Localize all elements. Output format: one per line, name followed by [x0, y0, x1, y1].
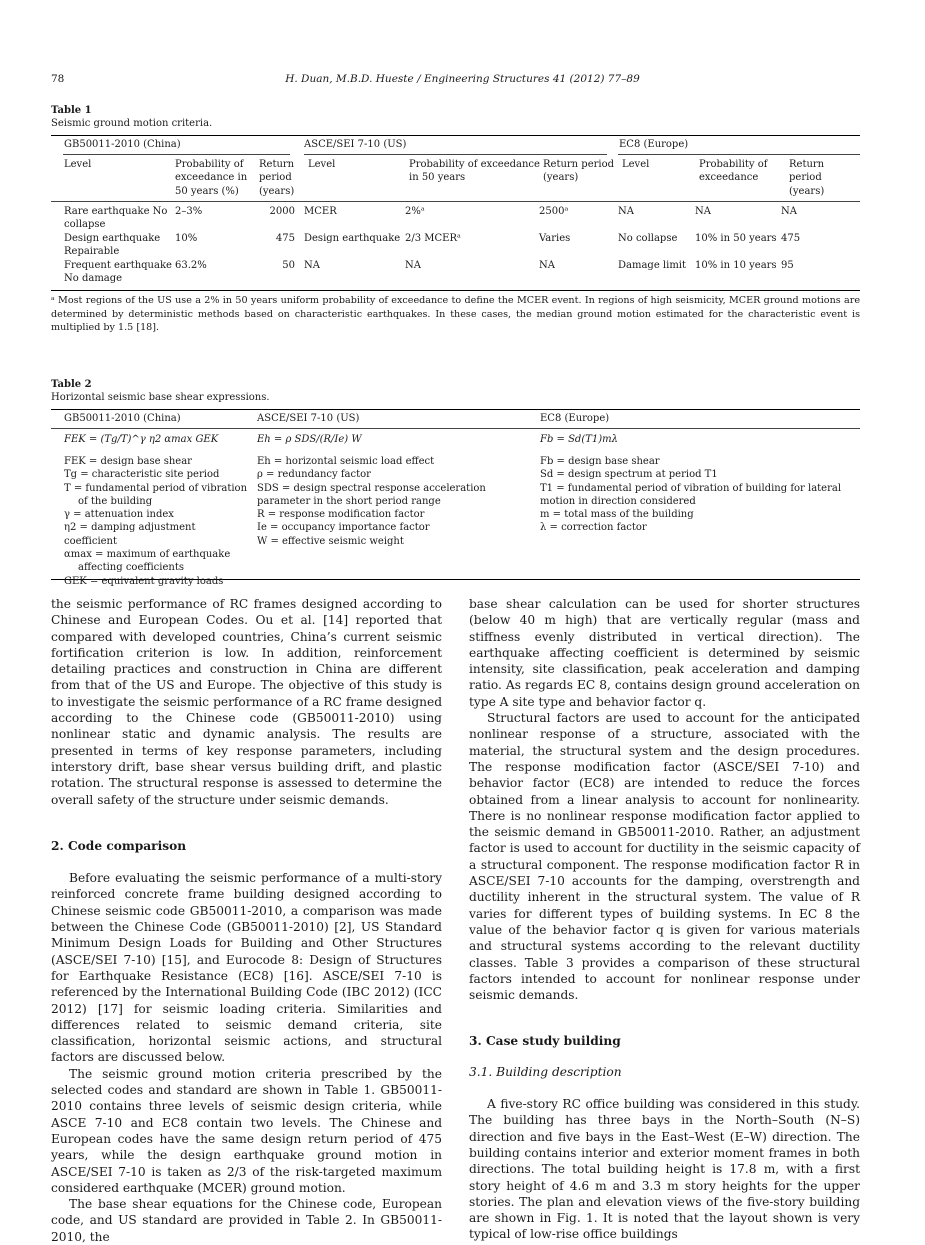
list-item: T1 = fundamental period of vibration of building for lateral motion in direction considered	[540, 482, 842, 507]
page-number: 78	[51, 73, 65, 85]
table1-col-header: Return period (years)	[789, 159, 825, 197]
table-cell: 2000	[269, 206, 295, 217]
table1-header-rule	[51, 201, 860, 202]
table2-us-definitions	[257, 455, 529, 548]
list-item: Eh = horizontal seismic load effect	[257, 456, 435, 467]
table1-col-header: Return period (years)	[543, 159, 615, 184]
table-cell: NA	[539, 260, 555, 271]
subsection-heading: 3.1. Building description	[469, 1064, 622, 1079]
table2-label: Table 2	[51, 379, 92, 390]
table-cell: Design earthquake	[304, 233, 401, 244]
table1-col-header: Level	[308, 159, 336, 170]
list-item: Sd = design spectrum at period T1	[540, 469, 718, 481]
table-cell: 50	[282, 260, 295, 271]
table-row	[64, 232, 860, 259]
list-item: W = effective seismic weight	[257, 535, 404, 547]
table-cell: 2500ᵃ	[539, 206, 569, 217]
list-item: SDS = design spectral response acceleration parameter in the short period range	[257, 482, 486, 507]
formula-us: Eh = ρ SDS/(R/Ie) W	[257, 434, 362, 445]
right-column	[469, 596, 860, 1243]
table1-bottom-rule	[51, 290, 860, 291]
table2-china-definitions	[64, 455, 250, 588]
table-cell: 475	[781, 233, 801, 244]
table1-group-rule-eu	[618, 154, 860, 155]
table-cell: Frequent earthquake No damage	[64, 260, 172, 285]
table2-group-china: GB50011-2010 (China)	[64, 413, 181, 424]
table-cell: Varies	[539, 233, 571, 244]
table-row	[64, 205, 860, 232]
left-column	[51, 596, 442, 1245]
table1-group-us: ASCE/SEI 7-10 (US)	[304, 139, 407, 150]
table1-group-eu: EC8 (Europe)	[619, 139, 689, 150]
table2-eu-definitions	[540, 455, 858, 535]
table-cell: Rare earthquake No collapse	[64, 206, 168, 231]
body-paragraph: Before evaluating the seismic performance of a multi-story reinforced concrete frame building designed according to Chinese seismic code GB50011-2010, a comparison was made between the Chinese Code (GB50011-2010) [2], US Standard Minimum Design Loads for Building and Other Structures (ASCE/SEI 7-10) [15], and Eurocode 8: Design of Structures for Earthquake Resistance (EC8) [16]. ASCE/SEI 7-10 is referenced by the International Building Code (IBC 2012) (ICC 2012) [17] for seismic loading criteria. Similarities and differences related to seismic demand criteria, site classification, horizontal seismic actions, and structural factors are discussed below.	[51, 871, 442, 1065]
list-item: T = fundamental period of vibration of the building	[64, 482, 248, 507]
table1-top-rule	[51, 135, 860, 136]
list-item: λ = correction factor	[540, 522, 647, 534]
table1-col-header: Probability of exceedance in 50 years	[409, 159, 540, 184]
table-cell: NA	[695, 206, 711, 217]
body-paragraph: base shear calculation can be used for shorter structures (below 40 m high) that are vertically regular (mass and stiffness evenly distributed in vertical direction). The earthquake affecting coefficient is determined by seismic intensity, site classification, peak acceleration and damping ratio. As regards EC 8, contains design ground acceleration on type A site type and behavior factor q.	[469, 597, 860, 709]
list-item: FEK = design base shear	[64, 456, 192, 467]
table1-group-rule-us	[304, 154, 607, 155]
list-item: Fb = design base shear	[540, 456, 660, 467]
list-item: γ = attenuation index	[64, 509, 174, 521]
table-cell: Damage limit	[618, 260, 687, 271]
table1-header	[64, 158, 860, 198]
list-item: ρ = redundancy factor	[257, 469, 371, 481]
body-paragraph: The seismic ground motion criteria prescribed by the selected codes and standard are shown in Table 1. GB50011-2010 contains three levels of seismic design criteria, while ASCE 7-10 and EC8 contain two levels. The Chinese and European codes have the same design return period of 475 years, while the design earthquake ground motion in ASCE/SEI 7-10 is taken as 2/3 of the risk-targeted maximum considered earthquake (MCER) ground motion.	[51, 1066, 442, 1195]
table-cell: 2/3 MCERᵃ	[405, 233, 461, 244]
body-paragraph: A five-story RC office building was considered in this study. The building has three bays in the North–South (N–S) direction and five bays in the East–West (E–W) direction. The building contains interior and exterior moment frames in both directions. The total building height is 17.8 m, with a first story height of 4.6 m and 3.3 m story heights for the upper stories. The plan and elevation views of the five-story building are shown in Fig. 1. It is noted that the layout shown is very typical of low-rise office buildings	[469, 1097, 860, 1242]
table1-col-header: Probability of exceedance in 50 years (%)	[175, 159, 248, 197]
section-heading: 3. Case study building	[469, 1034, 621, 1049]
table-cell: NA	[781, 206, 797, 217]
table-cell: 2%ᵃ	[405, 206, 425, 217]
section-heading: 2. Code comparison	[51, 838, 187, 853]
table2-group-us: ASCE/SEI 7-10 (US)	[257, 413, 360, 424]
formula-eu: Fb = Sd(T1)mλ	[540, 434, 618, 445]
list-item: GEK = equivalent gravity loads	[64, 575, 224, 587]
table-cell: NA	[405, 260, 421, 271]
table-cell: 95	[781, 260, 794, 271]
table2-top-rule	[51, 409, 860, 410]
table-cell: Design earthquake Repairable	[64, 233, 161, 258]
body-paragraph: Structural factors are used to account for the anticipated nonlinear response of a structure, associated with the material, the structural system and the design procedures. The response modification factor (ASCE/SEI 7-10) and behavior factor (EC8) are intended to reduce the forces obtained from a linear analysis to account for nonlinearity. There is no nonlinear response modification factor applied to the seismic demand in GB50011-2010. Rather, an adjustment factor is used to account for ductility in the seismic capacity of a structural component. The response modification factor R in ASCE/SEI 7-10 accounts for the damping, overstrength and ductility inherent in the structural system. The value of R varies for different types of building systems. In EC 8 the value of the behavior factor q is given for various materials and structural systems according to the relevant ductility classes. Table 3 provides a comparison of these structural factors intended to account for nonlinear response under seismic demands.	[469, 711, 860, 1003]
running-title: H. Duan, M.B.D. Hueste / Engineering Structures 41 (2012) 77–89	[285, 73, 640, 85]
table-cell: No collapse	[618, 233, 678, 244]
table1-label: Table 1	[51, 105, 92, 116]
formula-china: FEK = (Tg/T)^γ η2 αmax GEK	[64, 434, 219, 445]
body-paragraph: the seismic performance of RC frames designed according to Chinese and European Codes. Ou et al. [14] reported that compared with developed countries, China’s current seismic fortification criterion is low. In addition, reinforcement detailing practices and construction in China are different from that of the US and Europe. The objective of this study is to investigate the seismic performance of a RC frame designed according to the Chinese code (GB50011-2010) using nonlinear static and dynamic analysis. The results are presented in terms of key response parameters, including interstory drift, base shear versus building drift, and plastic rotation. The structural response is assessed to determine the overall safety of the structure under seismic demands.	[51, 597, 442, 807]
list-item: R = response modification factor	[257, 509, 425, 521]
list-item: Ie = occupancy importance factor	[257, 522, 430, 534]
table-cell: MCER	[304, 206, 337, 217]
table1-col-header: Return period (years)	[259, 159, 295, 197]
list-item: m = total mass of the building	[540, 509, 694, 521]
table1-group-rule-china	[63, 154, 290, 155]
list-item: η2 = damping adjustment coefficient	[64, 522, 196, 547]
table1-footnote: ᵃ Most regions of the US use a 2% in 50 years uniform probability of exceedance to define the MCER event. In regions of high seismicity, MCER ground motions are determined by deterministic methods based on characteristic earthquakes. In these cases, the median ground motion estimated for the characteristic event is multiplied by 1.5 [18].	[51, 295, 860, 333]
table2-caption-block	[51, 378, 270, 404]
table2-header-rule	[51, 428, 860, 429]
table-cell: 475	[275, 233, 295, 244]
list-item: αmax = maximum of earthquake affecting coefficients	[64, 549, 231, 574]
table1-group-china: GB50011-2010 (China)	[64, 139, 181, 150]
body-paragraph: The base shear equations for the Chinese code, European code, and US standard are provided in Table 2. In GB50011-2010, the	[51, 1197, 442, 1244]
table-cell: 10%	[175, 233, 198, 244]
table-cell: NA	[304, 260, 320, 271]
table1-caption-block	[51, 104, 212, 130]
table1-body	[64, 205, 860, 286]
table1-caption: Seismic ground motion criteria.	[51, 118, 213, 129]
table-cell: NA	[618, 206, 634, 217]
table1-col-header: Probability of exceedance	[699, 159, 768, 184]
table-row	[64, 259, 860, 286]
table2-group-eu: EC8 (Europe)	[540, 413, 610, 424]
table2-caption: Horizontal seismic base shear expressions.	[51, 392, 270, 403]
list-item: Tg = characteristic site period	[64, 469, 220, 481]
table1-col-header: Level	[64, 159, 92, 170]
table-cell: 10% in 10 years	[695, 260, 777, 271]
table-cell: 10% in 50 years	[695, 233, 777, 244]
table-cell: 63.2%	[175, 260, 207, 271]
table-cell: 2–3%	[175, 206, 203, 217]
table1-col-header: Level	[622, 159, 650, 170]
